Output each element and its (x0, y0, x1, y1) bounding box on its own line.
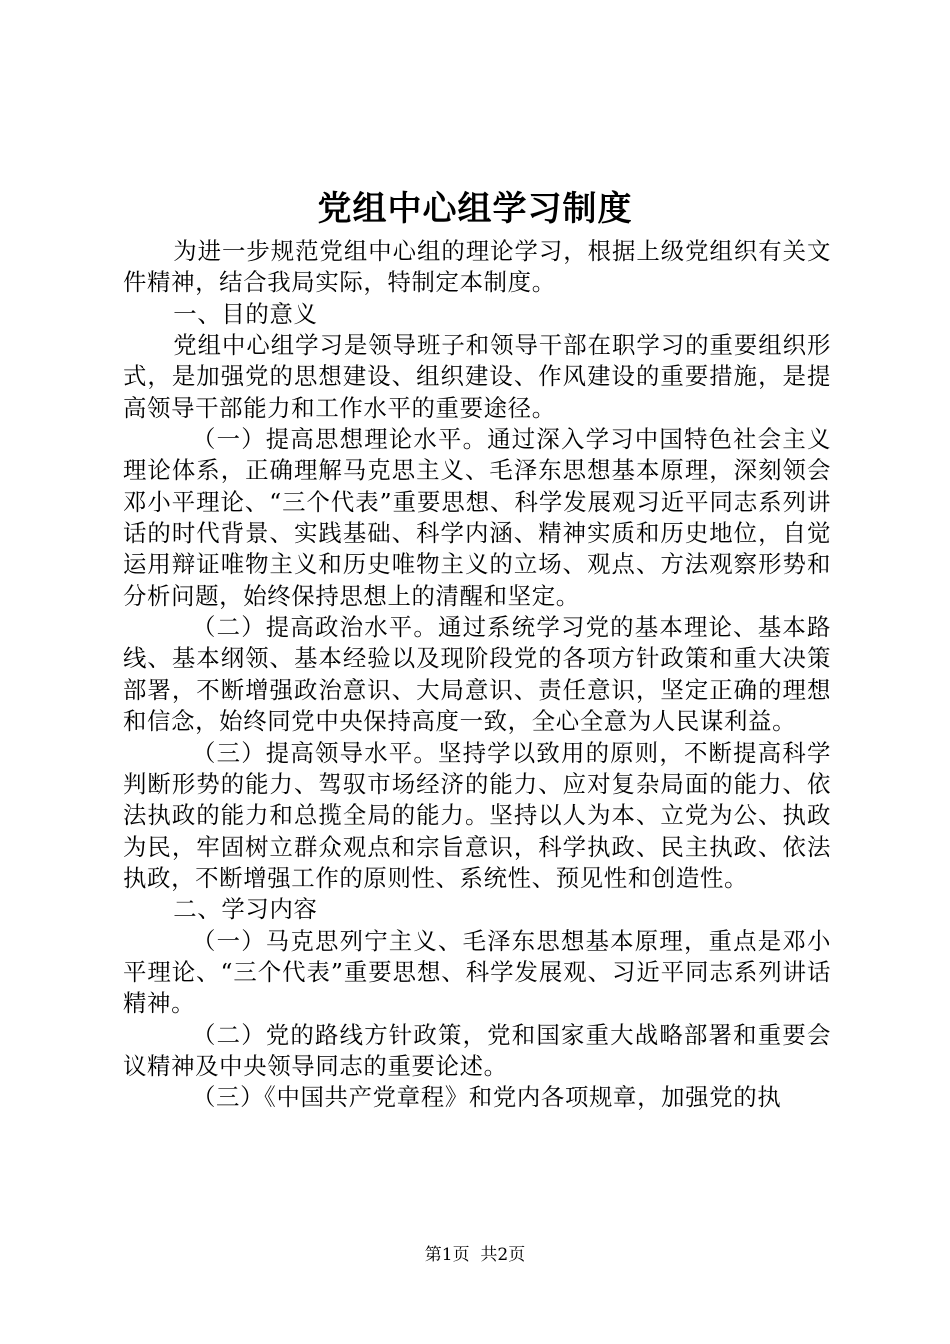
document-title: 党组中心组学习制度 (317, 189, 633, 229)
purpose-paragraph: 党组中心组学习是领导班子和领导干部在职学习的重要组织形式，是加强党的思想建设、组织建设、作风建设的重要措施，是提高领导干部能力和工作水平的重要途径。 (123, 331, 831, 422)
document-body (123, 236, 831, 1114)
purpose-item-2: （二）提高政治水平。通过系统学习党的基本理论、基本路线、基本纲领、基本经验以及现阶段党的各项方针政策和重大决策部署，不断增强政治意识、大局意识、责任意识，坚定正确的理想和信念，始终同党中央保持高度一致，全心全意为人民谋利益。 (123, 613, 831, 736)
page-total: 共2页 (480, 1245, 526, 1265)
page-number: 第1页 (424, 1245, 470, 1265)
page-footer (0, 1243, 950, 1267)
intro-paragraph: 为进一步规范党组中心组的理论学习，根据上级党组织有关文件精神，结合我局实际，特制定本制度。 (123, 237, 831, 297)
content-item-1: （一）马克思列宁主义、毛泽东思想基本原理，重点是邓小平理论、“三个代表”重要思想、科学发展观、习近平同志系列讲话精神。 (123, 926, 831, 1018)
content-item-3: （三）《中国共产党章程》和党内各项规章，加强党的执 (192, 1083, 782, 1112)
section-heading-purpose: 一、目的意义 (173, 299, 318, 328)
purpose-item-3: （三）提高领导水平。坚持学以致用的原则，不断提高科学判断形势的能力、驾驭市场经济的能力、应对复杂局面的能力、依法执政的能力和总揽全局的能力。坚持以人为本、立党为公、执政为民，牢固树立群众观点和宗旨意识，科学执政、民主执政、依法执政，不断增强工作的原则性、系统性、预见性和创造性。 (123, 738, 831, 892)
content-item-2: （二）党的路线方针政策，党和国家重大战略部署和重要会议精神及中央领导同志的重要论述。 (123, 1020, 831, 1080)
section-heading-content: 二、学习内容 (173, 895, 318, 924)
purpose-item-1: （一）提高思想理论水平。通过深入学习中国特色社会主义理论体系，正确理解马克思主义、毛泽东思想基本原理，深刻领会邓小平理论、“三个代表”重要思想、科学发展观习近平同志系列讲话的时代背景、实践基础、科学内涵、精神实质和历史地位，自觉运用辩证唯物主义和历史唯物主义的立场、观点、方法观察形势和分析问题，始终保持思想上的清醒和坚定。 (123, 425, 831, 610)
